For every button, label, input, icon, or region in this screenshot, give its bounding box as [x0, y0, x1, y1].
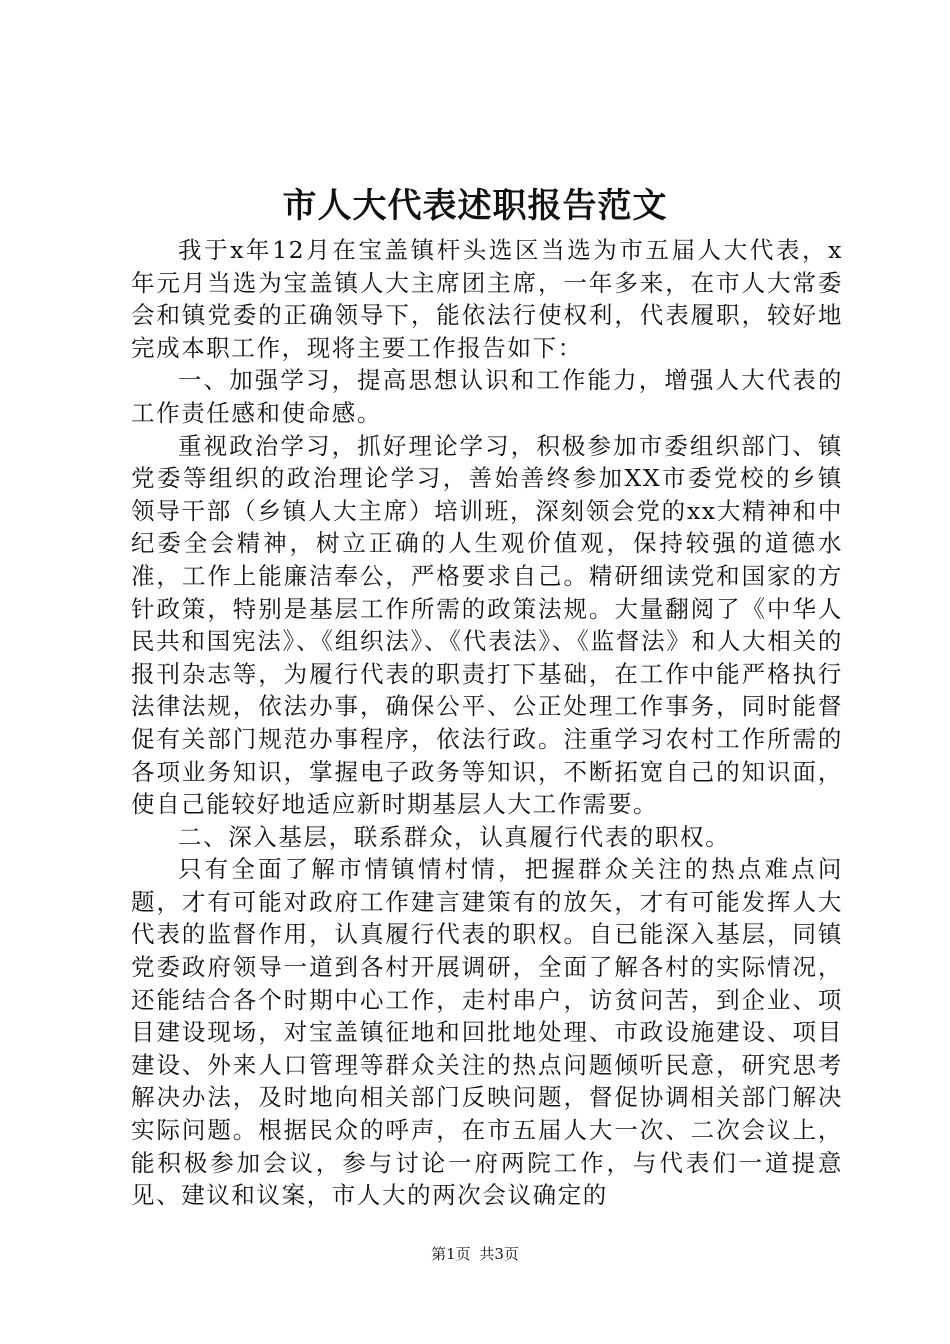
document-title: 市人大代表述职报告范文 — [282, 186, 668, 226]
page-total: 共3页 — [479, 1245, 519, 1263]
paragraph-study: 重视政治学习，抓好理论学习，积极参加市委组织部门、镇党委等组织的政治理论学习，善始善终参加XX市委党校的乡镇领导干部（乡镇人大主席）培训班，深刻领会党的xx大精神和中纪委全会精神，树立正确的人生观价值观，保持较强的道德水准，工作上能廉洁奉公，严格要求自己。精研细读党和国家的方针政策，特别是基层工作所需的政策法规。大量翻阅了《中华人民共和国宪法》、《组织法》、《代表法》、《监督法》和人大相关的报刊杂志等，为履行代表的职责打下基础，在工作中能严格执行法律法规，依法办事，确保公平、公正处理工作事务，同时能督促有关部门规范办事程序，依法行政。注重学习农村工作所需的各项业务知识，掌握电子政务等知识，不断拓宽自己的知识面，使自己能较好地适应新时期基层人大工作需要。 — [131, 431, 843, 819]
document-body — [131, 234, 843, 1212]
section-heading-1: 一、加强学习，提高思想认识和工作能力，增强人大代表的工作责任感和使命感。 — [131, 366, 843, 427]
section-heading-2: 二、深入基层，联系群众，认真履行代表的职权。 — [178, 822, 731, 851]
paragraph-intro: 我于x年12月在宝盖镇杆头选区当选为市五届人大代表，x年元月当选为宝盖镇人大主席团主席，一年多来，在市人大常委会和镇党委的正确领导下，能依法行使权利，代表履职，较好地完成本职工作，现将主要工作报告如下： — [131, 236, 843, 362]
page-footer — [0, 1244, 950, 1264]
page-number: 第1页 — [431, 1245, 471, 1263]
paragraph-grassroots: 只有全面了解市情镇情村情，把握群众关注的热点难点问题，才有可能对政府工作建言建策有的放矢，才有可能发挥人大代表的监督作用，认真履行代表的职权。自已能深入基层，同镇党委政府领导一道到各村开展调研，全面了解各村的实际情况，还能结合各个时期中心工作，走村串户，访贫问苦，到企业、项目建设现场，对宝盖镇征地和回批地处理、市政设施建设、项目建设、外来人口管理等群众关注的热点问题倾听民意，研究思考解决办法，及时地向相关部门反映问题，督促协调相关部门解决实际问题。根据民众的呼声，在市五届人大一次、二次会议上，能积极参加会议，参与讨论一府两院工作，与代表们一道提意见、建议和议案，市人大的两次会议确定的 — [131, 855, 843, 1210]
